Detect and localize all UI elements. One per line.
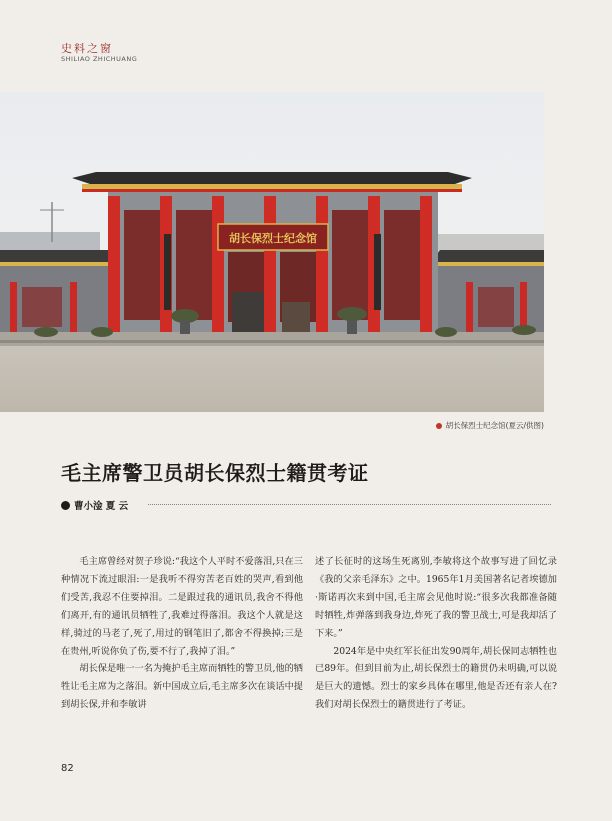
- memorial-hall-photo: [0, 92, 544, 412]
- column-name-pinyin: SHILIAO ZHICHUANG: [61, 55, 138, 63]
- text-column-right: [315, 553, 557, 714]
- page-number: 82: [61, 763, 74, 774]
- author-names: 曹小淦 夏 云: [74, 501, 129, 512]
- column-name: 史料之窗: [61, 42, 113, 55]
- paragraph: 2024年是中央红军长征出发90周年,胡长保同志牺牲也已89年。但到目前为止,胡长保烈士的籍贯仍未明确,可以说是巨大的遗憾。烈士的家乡具体在哪里,他是否还有亲人在?我们对胡长保烈士的籍贯进行了考证。: [315, 645, 557, 711]
- paragraph: 毛主席曾经对贺子珍说:“我这个人平时不爱落泪,只在三种情况下流过眼泪:一是我听不得穷苦老百姓的哭声,看到他们受苦,我忍不住要掉泪。二是跟过我的通讯员,我舍不得他们离开,有的通讯员牺牲了,我难过得落泪。我这个人就是这样,骑过的马老了,死了,用过的钢笔旧了,都舍不得换掉;三是在贵州,听说你负了伤,要不行了,我掉了泪。”: [61, 556, 303, 657]
- plaque-text: 胡长保烈士纪念馆: [229, 232, 317, 245]
- photo-caption: [436, 420, 544, 431]
- photo-caption-text: 胡长保烈士纪念馆(夏云/供图): [445, 421, 544, 430]
- paragraph-continued: 述了长征时的这场生死离别,李敏将这个故事写进了回忆录《我的父亲毛泽东》之中。1965年1月美国著名记者埃德加·斯诺再次来到中国,毛主席会见他时说:“很多次我都准备随时牺牲,炸弹落到我身边,炸死了我的警卫战士,可是我却活了下来。”: [315, 556, 557, 639]
- author-bullet-icon: [61, 501, 70, 510]
- caption-bullet-icon: [436, 423, 442, 429]
- article-title: 毛主席警卫员胡长保烈士籍贯考证: [61, 461, 369, 485]
- article-authors: [61, 498, 128, 512]
- author-divider: [148, 504, 551, 505]
- text-column-left: [61, 553, 303, 714]
- paragraph: 胡长保是唯一一名为掩护毛主席而牺牲的警卫员,他的牺牲让毛主席为之落泪。新中国成立后,毛主席多次在谈话中提到胡长保,并和李敏讲: [61, 663, 303, 711]
